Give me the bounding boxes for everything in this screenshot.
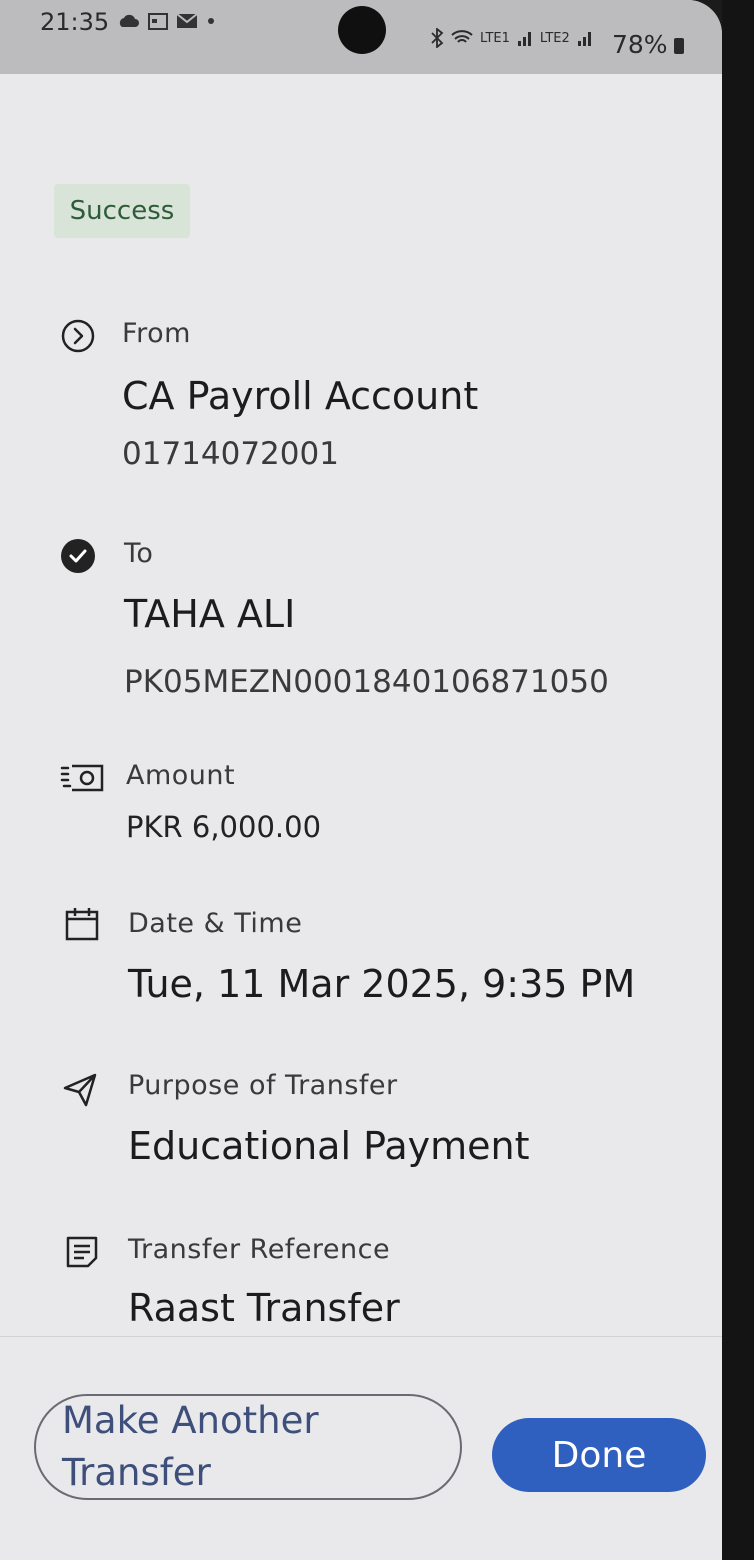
system-icons bbox=[430, 28, 593, 48]
camera-cutout bbox=[338, 6, 386, 54]
from-account-name: CA Payroll Account bbox=[122, 374, 479, 418]
paper-plane-icon bbox=[62, 1072, 98, 1108]
mail-icon bbox=[176, 13, 198, 29]
from-account-number: 01714072001 bbox=[122, 436, 339, 472]
to-label: To bbox=[124, 538, 154, 569]
amount-value: PKR 6,000.00 bbox=[126, 810, 322, 844]
network-label-2: LTE2 bbox=[539, 30, 570, 46]
calendar-small-icon bbox=[148, 12, 168, 30]
bluetooth-icon bbox=[430, 28, 444, 48]
divider bbox=[0, 1336, 722, 1337]
to-name: TAHA ALI bbox=[124, 592, 296, 636]
done-button[interactable]: Done bbox=[492, 1418, 706, 1492]
calendar-icon bbox=[64, 906, 100, 942]
cash-icon bbox=[60, 760, 104, 796]
wifi-icon bbox=[451, 29, 473, 47]
battery-icon bbox=[674, 38, 684, 54]
reference-label: Transfer Reference bbox=[128, 1234, 391, 1265]
date-time-value: Tue, 11 Mar 2025, 9:35 PM bbox=[128, 962, 636, 1006]
document-icon bbox=[64, 1234, 100, 1270]
purpose-label: Purpose of Transfer bbox=[128, 1070, 398, 1101]
reference-value: Raast Transfer bbox=[128, 1286, 400, 1330]
dot-icon bbox=[206, 16, 216, 26]
check-circle-icon bbox=[60, 538, 96, 574]
arrow-circle-icon bbox=[60, 318, 96, 354]
make-another-transfer-button[interactable] bbox=[34, 1394, 462, 1500]
status-time: 21:35 bbox=[40, 8, 110, 36]
to-iban: PK05MEZN0001840106871050 bbox=[124, 664, 609, 700]
make-another-transfer-label: Make Another Transfer bbox=[62, 1399, 319, 1494]
device-edge bbox=[722, 0, 754, 1560]
network-label-1: LTE1 bbox=[480, 30, 510, 46]
amount-label: Amount bbox=[126, 760, 236, 791]
cloud-icon bbox=[116, 13, 140, 29]
battery-percent: 78% bbox=[612, 30, 668, 59]
signal-icon-1 bbox=[517, 29, 533, 47]
date-time-label: Date & Time bbox=[128, 908, 303, 939]
status-bar bbox=[0, 0, 722, 74]
status-badge: Success bbox=[54, 184, 190, 238]
notification-icons bbox=[116, 12, 216, 30]
signal-icon-2 bbox=[577, 29, 593, 47]
from-label: From bbox=[122, 318, 191, 349]
purpose-value: Educational Payment bbox=[128, 1124, 530, 1168]
